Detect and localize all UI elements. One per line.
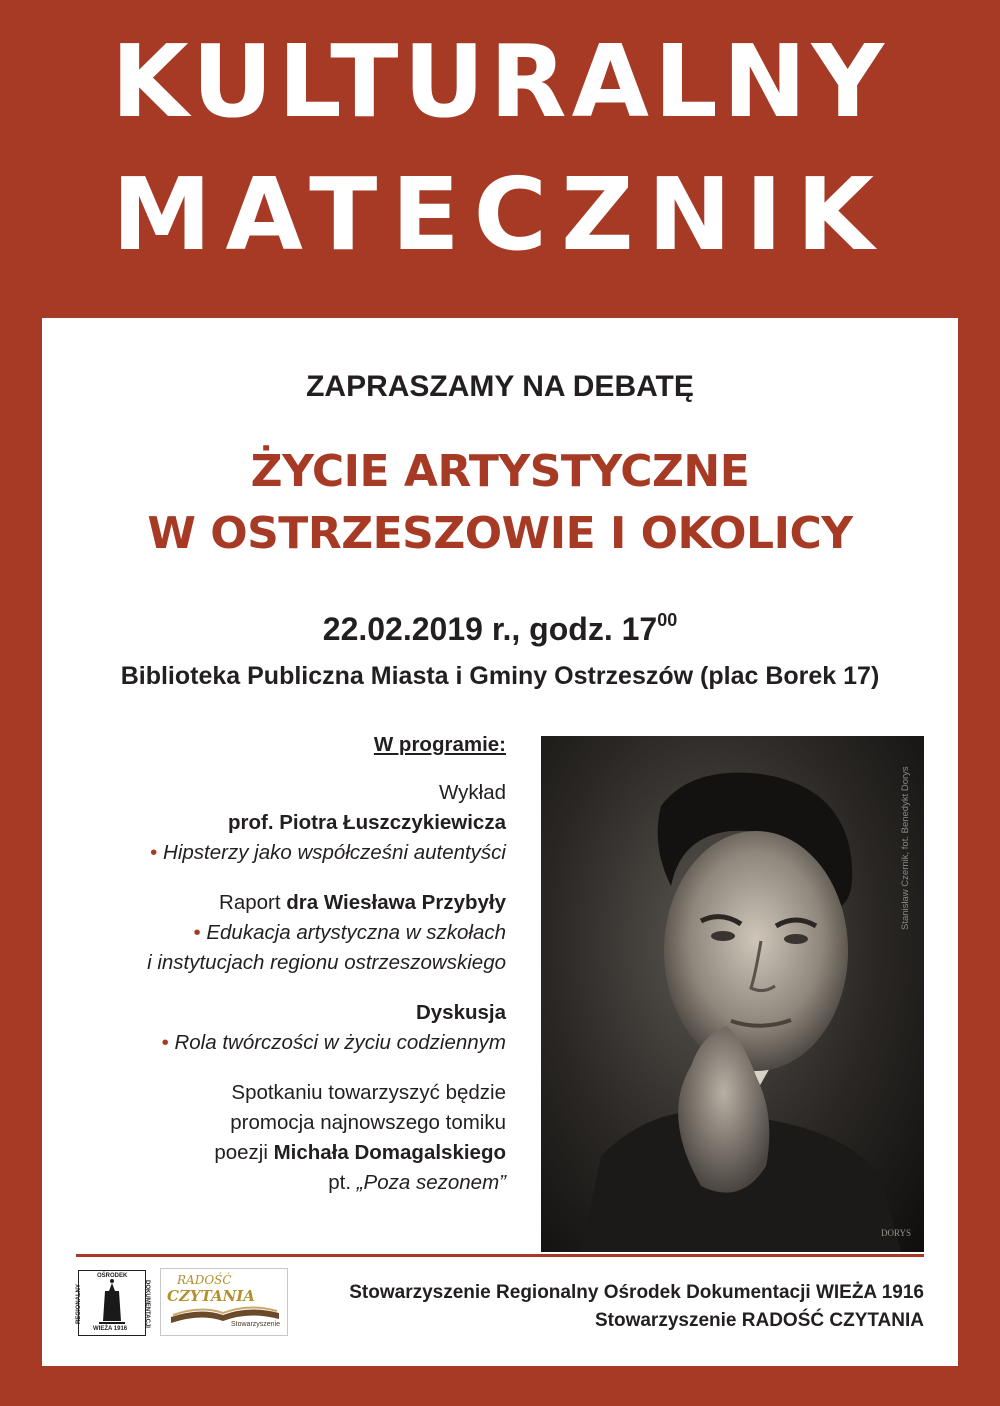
promo-poetry-label: poezji [214,1141,274,1164]
logo-book-line-1: RADOŚĆ [177,1273,232,1287]
logo-book-line-2: CZYTANIA [167,1287,255,1305]
footer-divider [76,1254,924,1257]
event-time-minutes: 00 [657,610,678,630]
invite-heading: ZAPRASZAMY NA DEBATĘ [306,370,694,403]
report-label: Raport [219,891,287,914]
photo-credit: Stanisław Czernik, fot. Benedykt Dorys [900,766,911,930]
promo-title-prefix: pt. [328,1171,357,1194]
lecture-speaker: prof. Piotra Łuszczykiewicza [228,811,506,834]
poet-name: Michała Domagalskiego [273,1141,506,1164]
organizer-1: Stowarzyszenie Regionalny Ośrodek Dokumentacji WIEŻA 1916 [349,1282,924,1303]
wieza-1916-logo [76,1270,150,1336]
book-title: „Poza sezonem” [356,1171,506,1194]
radosc-czytania-logo [160,1268,288,1336]
event-date [42,610,958,648]
promo-line-2: promocja najnowszego tomiku [230,1111,506,1134]
logo-tower-left-text: REGIONALNY [76,1283,83,1325]
logo-book-line-3: Stowarzyszenie [231,1321,281,1328]
content-panel [42,318,958,1366]
bullet-icon: • [161,1031,169,1054]
discussion-topic-text: Rola twórczości w życiu codziennym [174,1031,506,1054]
report-speaker: dra Wiesława Przybyły [286,891,506,914]
promo-line-3 [72,1138,506,1168]
promo-line-1: Spotkaniu towarzyszyć będzie [231,1081,506,1104]
report-topic-text-1: Edukacja artystyczna w szkołach [206,921,506,944]
logo-tower-top-text: OŚRODEK [97,1273,128,1279]
logo-tower-bottom-text: WIEŻA 1916 [93,1326,128,1332]
debate-topic-line-2: W OSTRZESZOWIE I OKOLICY [147,508,853,559]
lecture-label: Wykład [438,781,506,804]
report-topic-line-1 [72,918,506,948]
poster-title-line-2: MATECZNIK [112,156,888,273]
bullet-icon: • [193,921,201,944]
debate-topic-line-1: ŻYCIE ARTYSTYCZNE [250,446,750,497]
discussion-topic [72,1028,506,1058]
portrait-photo [541,736,924,1252]
photographer-mark: DORYS [881,1228,912,1238]
report-line [72,888,506,918]
lecture-topic-text: Hipsterzy jako współcześni autentyści [163,841,506,864]
organizer-2: Stowarzyszenie RADOŚĆ CZYTANIA [594,1310,924,1331]
event-date-text: 22.02.2019 r., godz. 17 [322,611,658,647]
promo-line-4 [72,1168,506,1198]
lecture-topic [72,838,506,868]
discussion-label: Dyskusja [415,1001,506,1024]
logo-tower-right-text: DOKUMENTACJI [143,1280,150,1328]
program-heading: W programie: [373,733,506,756]
event-venue: Biblioteka Publiczna Miasta i Gminy Ostrzeszów (plac Borek 17) [120,662,880,690]
portrait-illustration [541,736,924,1252]
report-topic-line-2: i instytucjach regionu ostrzeszowskiego [147,951,506,974]
program-section [72,730,506,1198]
bullet-icon: • [150,841,158,864]
poster-title-line-1: KULTURALNY [111,23,889,140]
